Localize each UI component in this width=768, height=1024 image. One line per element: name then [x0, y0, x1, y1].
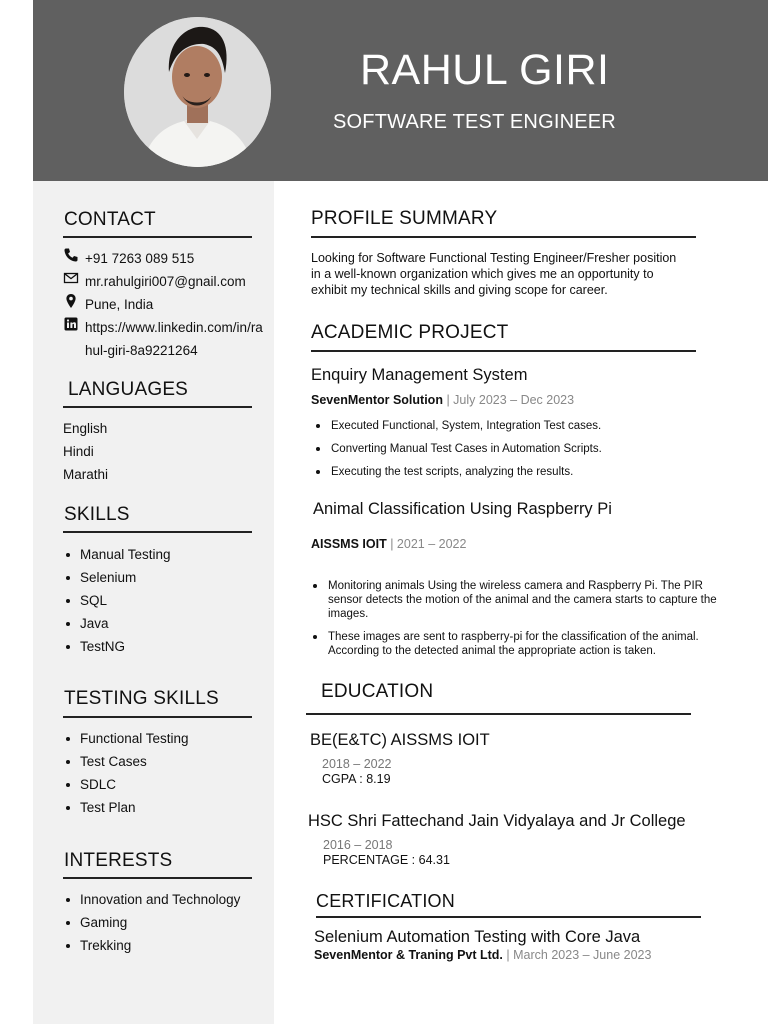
project-point: Executed Functional, System, Integration Test cases.: [313, 419, 713, 433]
education-score: CGPA : 8.19: [322, 772, 391, 786]
project-org-line: [311, 393, 574, 407]
testing-skills-heading: TESTING SKILLS: [64, 688, 219, 709]
project-dates: July 2023 – Dec 2023: [453, 393, 575, 407]
project-point: Converting Manual Test Cases in Automation Scripts.: [313, 442, 713, 456]
contact-rule: [63, 236, 252, 238]
linkedin-url-line1[interactable]: https://www.linkedin.com/in/ra: [85, 320, 263, 335]
testing-skills-rule: [63, 716, 252, 718]
project-point: Executing the test scripts, analyzing the results.: [313, 465, 713, 479]
email-address[interactable]: mr.rahulgiri007@gnail.com: [85, 274, 246, 289]
project-points: [313, 419, 713, 488]
contact-heading: CONTACT: [64, 209, 156, 230]
education-degree: HSC Shri Fattechand Jain Vidyalaya and Jr College: [308, 812, 686, 830]
separator: |: [506, 948, 510, 962]
testing-skill-item: SDLC: [64, 776, 189, 799]
profile-summary-line: in a well-known organization which gives me an opportunity to: [311, 267, 654, 281]
education-rule: [306, 713, 691, 715]
project-title: Animal Classification Using Raspberry Pi: [313, 500, 612, 518]
project-points: [310, 579, 720, 667]
map-pin-icon: [63, 293, 81, 309]
interests-rule: [63, 877, 252, 879]
skill-item: SQL: [64, 592, 171, 615]
interest-item: Innovation and Technology: [64, 891, 240, 914]
certification-name: Selenium Automation Testing with Core Java: [314, 928, 641, 946]
academic-project-heading: ACADEMIC PROJECT: [311, 322, 509, 343]
academic-project-rule: [311, 350, 696, 352]
skill-item: TestNG: [64, 638, 171, 661]
project-title: Enquiry Management System: [311, 366, 528, 384]
skill-item: Java: [64, 615, 171, 638]
profile-photo-illustration: [124, 17, 271, 167]
languages-rule: [63, 406, 252, 408]
linkedin-url-line2[interactable]: hul-giri-8a9221264: [85, 343, 198, 358]
separator: |: [446, 393, 450, 407]
education-years: 2016 – 2018: [323, 838, 393, 852]
phone-number: +91 7263 089 515: [85, 251, 195, 266]
certification-rule: [316, 916, 701, 918]
contact-phone: [63, 247, 194, 270]
testing-skills-list: [64, 730, 189, 822]
certification-heading: CERTIFICATION: [316, 891, 455, 911]
envelope-icon: [63, 270, 81, 286]
contact-location: [63, 293, 153, 316]
phone-icon: [63, 247, 81, 263]
profile-summary-rule: [311, 236, 696, 238]
profile-summary-line: Looking for Software Functional Testing Engineer/Fresher position: [311, 251, 677, 265]
profile-summary-heading: PROFILE SUMMARY: [311, 208, 498, 229]
language-item: Marathi: [63, 467, 109, 482]
education-years: 2018 – 2022: [322, 757, 392, 771]
profile-summary-text: [311, 250, 711, 298]
project-org-line: [311, 537, 466, 551]
skill-item: Selenium: [64, 569, 171, 592]
testing-skill-item: Functional Testing: [64, 730, 189, 753]
project-dates: 2021 – 2022: [396, 537, 467, 551]
skills-rule: [63, 531, 252, 533]
interest-item: Gaming: [64, 914, 240, 937]
linkedin-url[interactable]: [85, 316, 263, 362]
certification-org: SevenMentor & Traning Pvt Ltd.: [314, 948, 503, 962]
contact-linkedin: [63, 316, 263, 362]
interests-heading: INTERESTS: [64, 850, 173, 871]
language-item: English: [63, 421, 108, 436]
testing-skill-item: Test Plan: [64, 799, 189, 822]
candidate-role: SOFTWARE TEST ENGINEER: [333, 111, 616, 133]
contact-email: [63, 270, 246, 293]
project-point: Monitoring animals Using the wireless camera and Raspberry Pi. The PIR sensor detects the motion of the animal and the camera starts to capture the images.: [310, 579, 720, 621]
separator: |: [390, 537, 394, 551]
project-org: SevenMentor Solution: [311, 393, 443, 407]
interests-list: [64, 891, 240, 960]
profile-summary-line: exhibit my technical skills and giving scope for career.: [311, 283, 608, 297]
skills-list: [64, 546, 171, 661]
languages-heading: LANGUAGES: [68, 379, 189, 400]
linkedin-icon: [63, 316, 81, 332]
education-score: PERCENTAGE : 64.31: [323, 853, 450, 867]
certification-org-line: [314, 948, 651, 962]
education-heading: EDUCATION: [321, 681, 434, 702]
location-text: Pune, India: [85, 297, 154, 312]
language-item: Hindi: [63, 444, 94, 459]
project-org: AISSMS IOIT: [311, 537, 387, 551]
candidate-name: RAHUL GIRI: [360, 46, 610, 94]
interest-item: Trekking: [64, 937, 240, 960]
certification-dates: March 2023 – June 2023: [513, 948, 652, 962]
project-point: These images are sent to raspberry-pi for the classification of the animal. According to the detected animal the appropriate action is taken.: [310, 630, 720, 658]
profile-photo: [124, 17, 271, 167]
skill-item: Manual Testing: [64, 546, 171, 569]
skills-heading: SKILLS: [64, 504, 130, 525]
testing-skill-item: Test Cases: [64, 753, 189, 776]
education-degree: BE(E&TC) AISSMS IOIT: [310, 731, 490, 749]
